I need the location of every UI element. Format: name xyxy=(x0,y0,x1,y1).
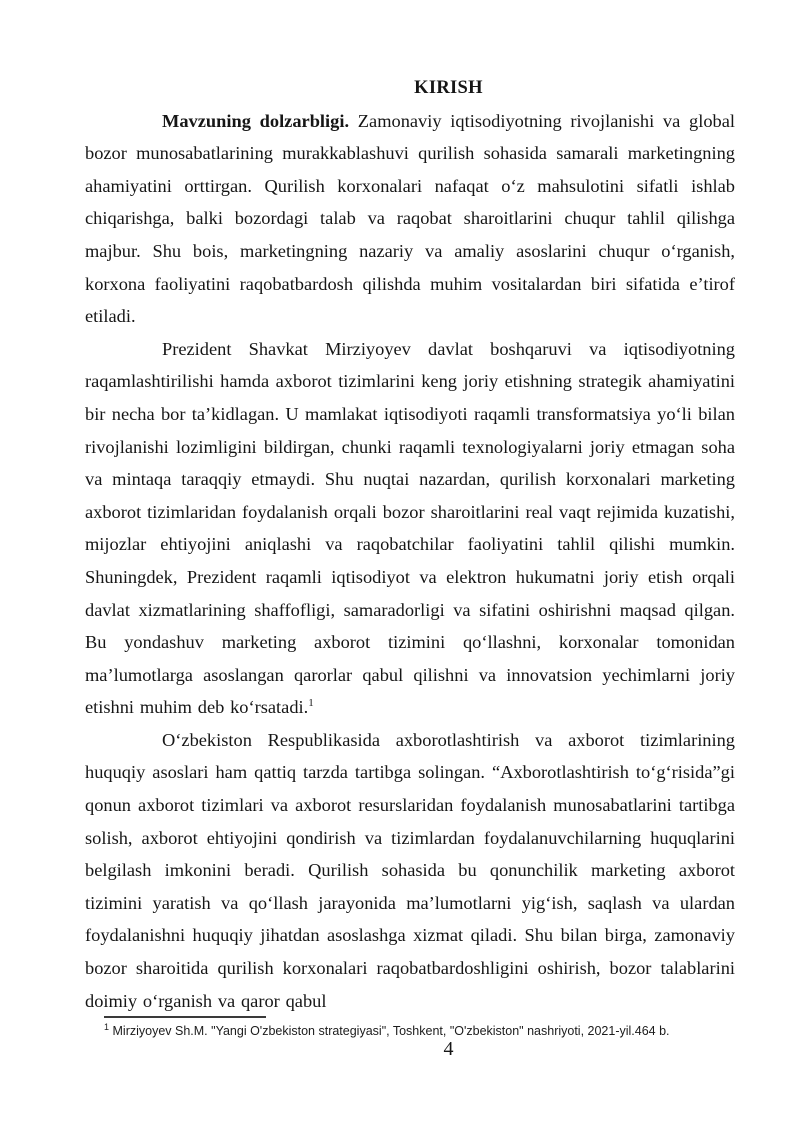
page-title: KIRISH xyxy=(414,78,483,98)
footnote-separator xyxy=(104,1016,266,1018)
paragraph-3-text: O‘zbekiston Respublikasida axborotlashtirish va axborot tizimlarining huquqiy asoslari ham qattiq tarzda tartibga solingan. “Axborotlashtirish to‘g‘risida”gi qonun axborot tizimlari va axborot resurslaridan foydalanish munosabatlarini tartibga solish, axborot ehtiyojini qondirish va tizimlardan foydalanuvchilarning huquqlarini belgilash imkonini beradi. Qurilish sohasida bu qonunchilik marketing axborot tizimini yaratish va qo‘llash jarayonida ma’lumotlarni yig‘ish, saqlash va ulardan foydalanishni huquqiy jihatdan asoslashga xizmat qiladi. Shu bilan birga, zamonaviy bozor sharoitida qurilish korxonalari raqobatbardoshligini oshirish, bozor talablarini doimiy o‘rganish va qaror qabul xyxy=(85,729,735,1011)
footnote xyxy=(104,1023,740,1039)
paragraph-3 xyxy=(85,724,735,1017)
paragraph-1 xyxy=(85,105,735,333)
document-body xyxy=(85,72,735,1020)
paragraph-1-lead: Mavzuning dolzarbligi. xyxy=(162,110,350,131)
footnote-reference: 1 xyxy=(308,697,314,710)
paragraph-1-text: Zamonaviy iqtisodiyotning rivojlanishi va global bozor munosabatlarining murakkablashuvi qurilish sohasida samarali marketingning ahamiyatini orttirgan. Qurilish korxonalari nafaqat o‘z mahsulotini sifatli ishlab chiqarishga, balki bozordagi talab va raqobat sharoitlarini chuqur tahlil qilishga majbur. Shu bois, marketingning nazariy va amaliy asoslarini chuqur o‘rganish, korxona faoliyatini raqobatbardosh qilishda muhim vositalardan biri sifatida e’tirof etiladi. xyxy=(85,110,735,327)
paragraph-2 xyxy=(85,333,735,724)
paragraph-2-text: Prezident Shavkat Mirziyoyev davlat boshqaruvi va iqtisodiyotning raqamlashtirilishi hamda axborot tizimlarini keng joriy etishning strategik ahamiyatini bir necha bor ta’kidlagan. U mamlakat iqtisodiyoti raqamli transformatsiya yo‘li bilan rivojlanishi lozimligini bildirgan, chunki raqamli texnologiyalarni joriy etmagan soha va mintaqa taraqqiy etmaydi. Shu nuqtai nazardan, qurilish korxonalari marketing axborot tizimlaridan foydalanish orqali bozor sharoitlarini real vaqt rejimida kuzatishi, mijozlar ehtiyojini aniqlashi va raqobatchilar faoliyatini tahlil qilishi mumkin. Shuningdek, Prezident raqamli iqtisodiyot va elektron hukumatni joriy etish orqali davlat xizmatlarining shaffofligi, samaradorligi va sifatini oshirishni maqsad qilgan. Bu yondashuv marketing axborot tizimini qo‘llashni, korxonalar tomonidan ma’lumotlarga asoslangan qarorlar qabul qilishni va innovatsion yechimlarni joriy etishni muhim deb ko‘rsatadi. xyxy=(85,338,735,718)
footnote-area xyxy=(104,1016,740,1039)
footnote-text: Mirziyoyev Sh.M. "Yangi O'zbekiston strategiyasi", Toshkent, "O'zbekiston" nashriyoti, 2021-yil.464 b. xyxy=(112,1024,670,1038)
footnote-marker: 1 xyxy=(104,1021,110,1032)
page-number: 4 xyxy=(443,1038,454,1060)
